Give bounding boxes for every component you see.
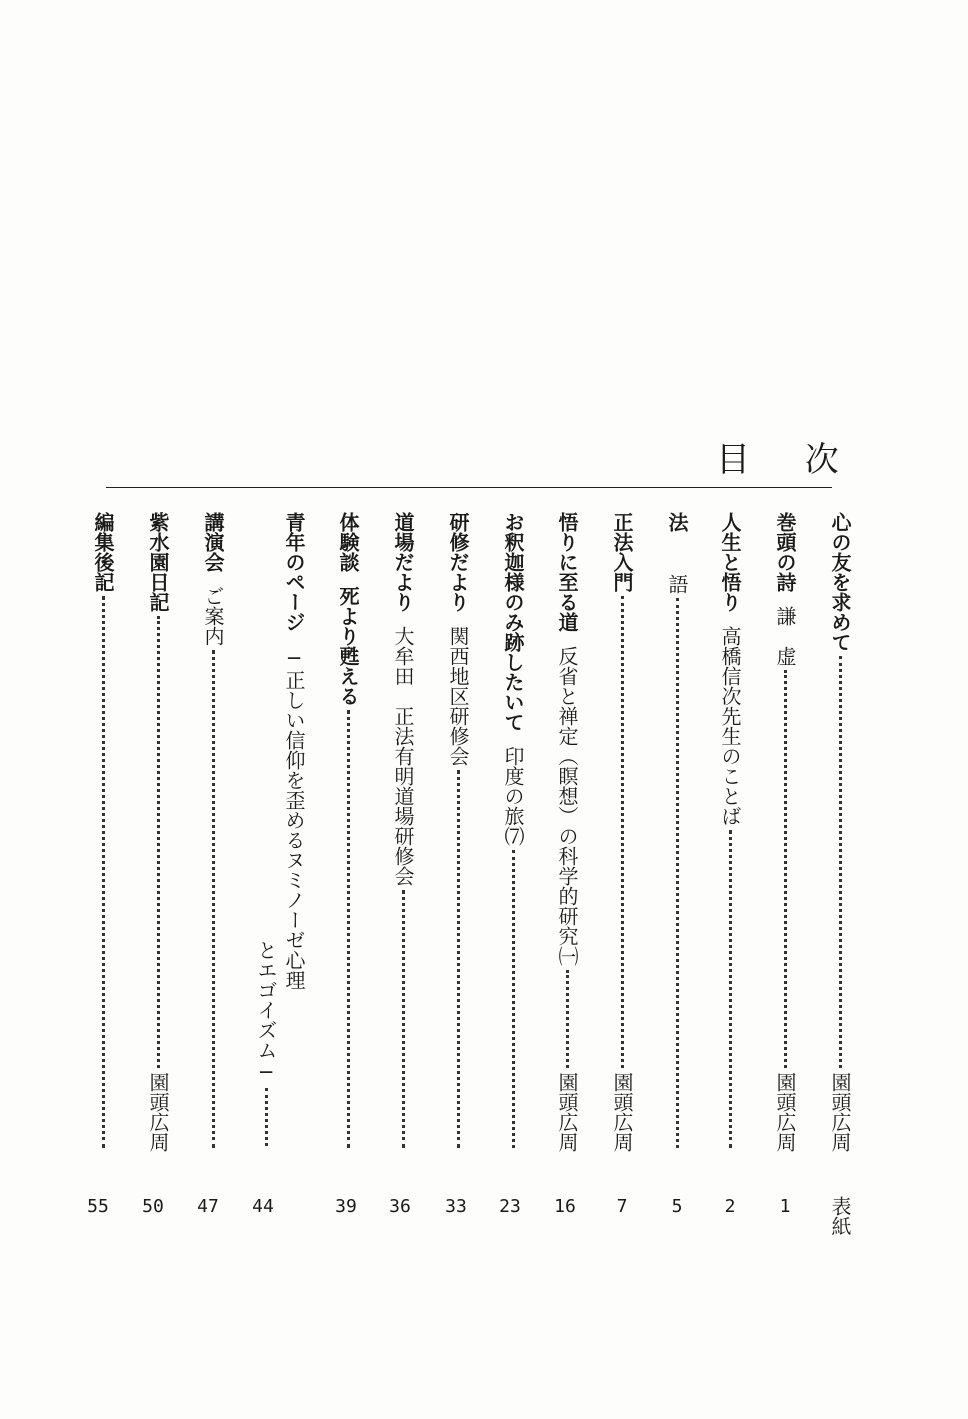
leader-dots [402, 890, 405, 1148]
entry-subtitle: 謙 虚 [773, 606, 797, 666]
entry-title: 道場だより [391, 512, 415, 612]
entry-page: 表紙 [828, 1196, 852, 1236]
toc-title: 目 次 [716, 440, 861, 480]
leader-dots [839, 656, 842, 1068]
entry-title: 巻頭の詩 [773, 512, 797, 592]
toc-entry-10-continued [252, 940, 280, 1150]
toc-entry-4 [608, 512, 636, 1152]
toc-entry-2 [716, 512, 744, 1152]
entry-title: 心の友を求めて [828, 512, 852, 652]
title-rule [106, 487, 832, 488]
entry-page: 44 [252, 1196, 274, 1217]
entry-author: 園頭広周 [146, 1072, 170, 1152]
entry-title: 紫水園日記 [146, 512, 170, 612]
leader-dots [512, 850, 515, 1148]
toc-entry-0 [826, 512, 854, 1152]
toc-entry-5 [553, 512, 581, 1152]
entry-subtitle-continued: とエゴイズム─ [254, 940, 278, 1084]
entry-page: 47 [197, 1196, 219, 1217]
toc-entry-8 [389, 512, 417, 1152]
entry-subtitle: 大牟田 正法有明道場研修会 [391, 626, 415, 886]
toc-entry-12 [144, 512, 172, 1152]
leader-dots [621, 596, 624, 1068]
entry-subtitle: 高橋信次先生のことば [718, 626, 742, 826]
entry-page: 2 [724, 1196, 736, 1217]
entry-title: 体験談 [336, 512, 360, 572]
entry-title: 法 [665, 512, 689, 532]
entry-page: 50 [142, 1196, 164, 1217]
toc-entry-10 [280, 512, 308, 990]
entry-subtitle: 語 [665, 574, 689, 594]
toc-entry-11 [199, 512, 227, 1152]
entry-title: 悟りに至る道 [555, 512, 579, 632]
entry-title: お釈迦様のみ跡したいて [501, 512, 525, 732]
entry-title: 正法入門 [610, 512, 634, 592]
entry-title: 青年のページ [282, 512, 306, 632]
entry-author: 園頭広周 [828, 1072, 852, 1152]
toc-entry-3 [663, 512, 691, 1152]
entry-page: 39 [335, 1196, 357, 1217]
entry-subtitle: 反省と禅定︵瞑想︶の科学的研究㈠ [555, 646, 579, 966]
entry-subtitle: ご案内 [201, 586, 225, 646]
toc-entry-13 [89, 512, 117, 1152]
leader-dots [212, 650, 215, 1148]
entry-title: 講演会 [201, 512, 225, 572]
entry-page: 33 [445, 1196, 467, 1217]
entry-subtitle: 死より甦える [336, 586, 360, 706]
entry-page: 23 [499, 1196, 521, 1217]
leader-dots [729, 830, 732, 1148]
toc-entry-7 [444, 512, 472, 1152]
leader-dots [157, 616, 160, 1068]
entry-page: 16 [554, 1196, 576, 1217]
entry-author: 園頭広周 [610, 1072, 634, 1152]
entry-page: 1 [779, 1196, 791, 1217]
entry-title: 研修だより [446, 512, 470, 612]
entry-page: 36 [389, 1196, 411, 1217]
entry-title: 編集後記 [91, 512, 115, 592]
leader-dots [265, 1088, 268, 1146]
entry-subtitle: ─正しい信仰を歪めるヌミノーゼ心理 [282, 646, 306, 990]
toc-entry-6 [499, 512, 527, 1152]
toc-entry-1 [771, 512, 799, 1152]
leader-dots [347, 710, 350, 1148]
leader-dots [102, 596, 105, 1148]
entry-subtitle: 関西地区研修会 [446, 626, 470, 766]
entry-author: 園頭広周 [555, 1072, 579, 1152]
toc-entry-9 [334, 512, 362, 1152]
entry-author: 園頭広周 [773, 1072, 797, 1152]
entry-subtitle: 印度の旅⑺ [501, 746, 525, 846]
leader-dots [566, 970, 569, 1068]
leader-dots [784, 670, 787, 1068]
leader-dots [676, 598, 679, 1148]
entry-title: 人生と悟り [718, 512, 742, 612]
leader-dots [457, 770, 460, 1148]
entry-page: 55 [87, 1196, 109, 1217]
entry-page: 5 [671, 1196, 683, 1217]
entry-page: 7 [616, 1196, 628, 1217]
